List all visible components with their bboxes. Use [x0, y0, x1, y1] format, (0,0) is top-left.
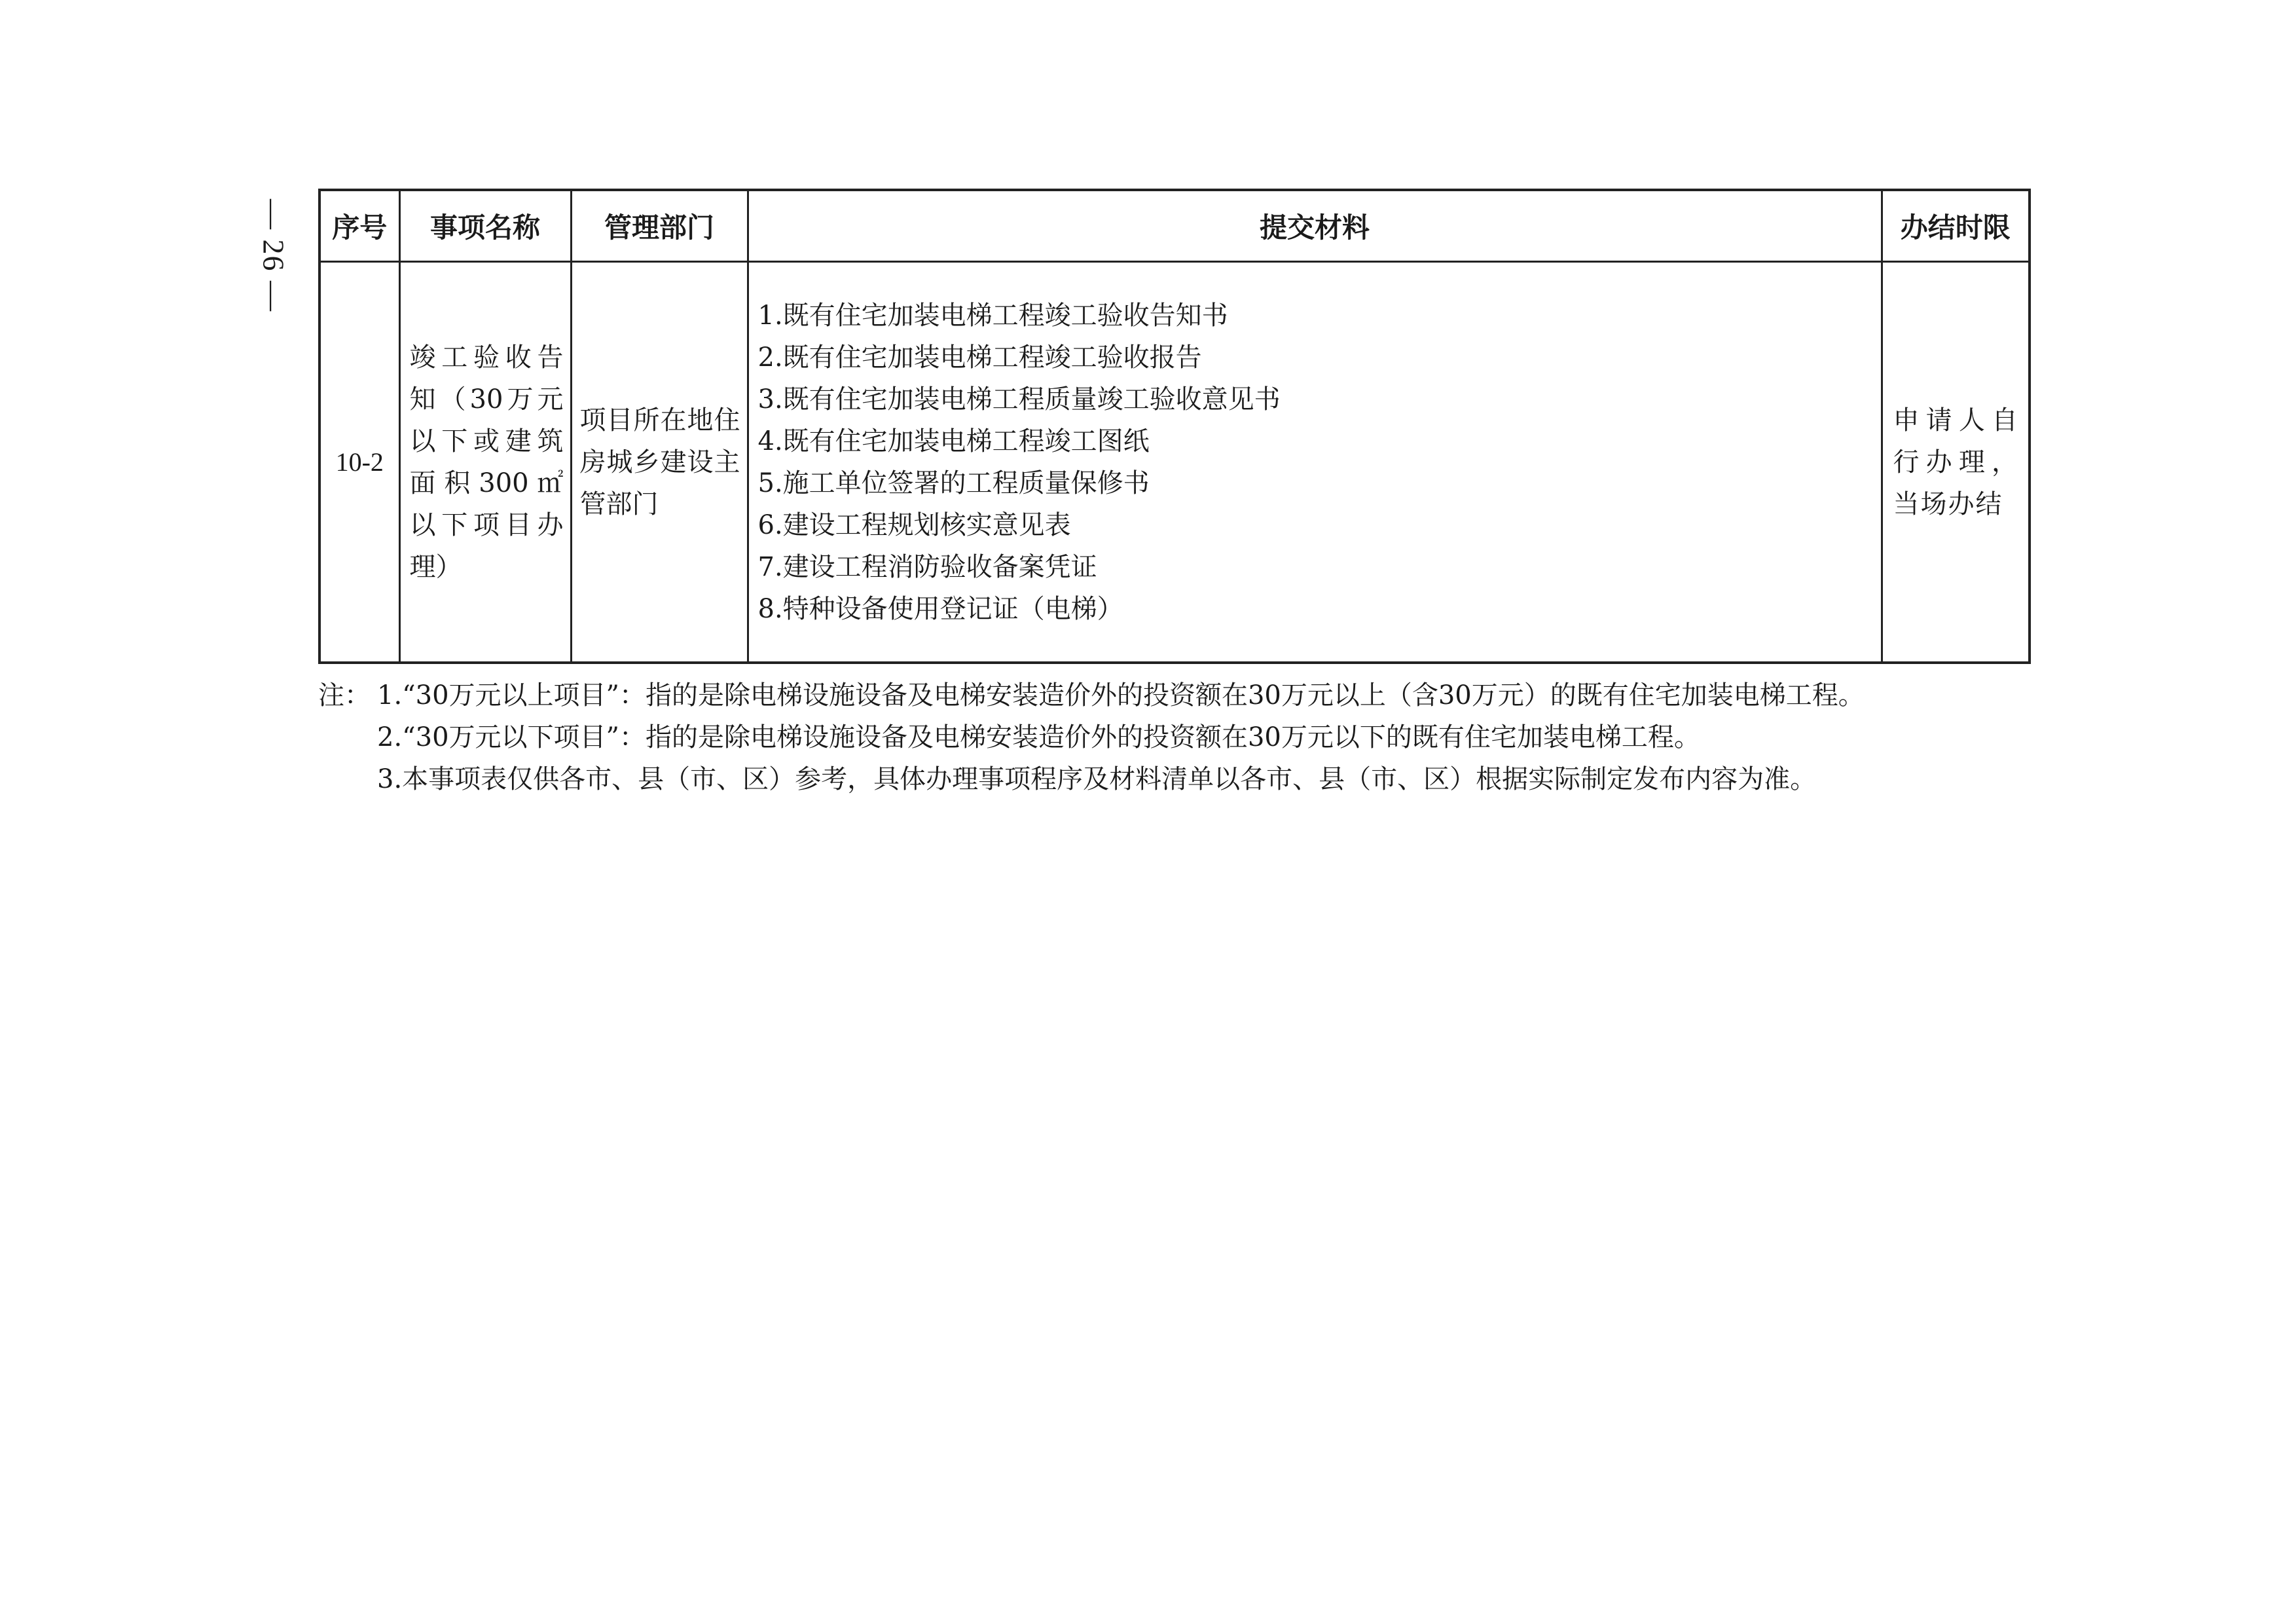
material-item: 8.特种设备使用登记证（电梯）	[757, 593, 1123, 624]
header-materials: 提交材料	[748, 190, 1882, 262]
material-item: 7.建设工程消防验收备案凭证	[757, 551, 1097, 582]
note-item	[318, 674, 2033, 716]
header-time-limit: 办结时限	[1882, 190, 2030, 262]
table-row	[319, 262, 2030, 663]
note-text: 2.“30万元以下项目”：指的是除电梯设施设备及电梯安装造价外的投资额在30万元以下的既有住宅加装电梯工程。	[377, 722, 1700, 752]
cell-department: 项目所在地住房城乡建设主管部门	[571, 262, 748, 663]
header-seq: 序号	[319, 190, 399, 262]
cell-seq: 10-2	[319, 262, 399, 663]
material-item: 4.既有住宅加装电梯工程竣工图纸	[757, 426, 1150, 456]
cell-item-name: 竣工验收告知（30万元以下或建筑面积300㎡以下项目办理）	[399, 262, 571, 663]
cell-materials	[748, 262, 1882, 663]
note-text: 3.本事项表仅供各市、县（市、区）参考，具体办理事项程序及材料清单以各市、县（市、区）根据实际制定发布内容为准。	[377, 764, 1817, 794]
cell-time-limit: 申请人自行办理，当场办结	[1882, 262, 2030, 663]
page-number: — 26 —	[257, 198, 291, 312]
material-item: 6.建设工程规划核实意见表	[757, 509, 1071, 540]
note-item	[318, 758, 2033, 800]
header-department: 管理部门	[571, 190, 748, 262]
note-text: 1.“30万元以上项目”：指的是除电梯设施设备及电梯安装造价外的投资额在30万元以上（含30万元）的既有住宅加装电梯工程。	[377, 680, 1865, 710]
material-item: 1.既有住宅加装电梯工程竣工验收告知书	[757, 300, 1228, 331]
notes-label: 注：	[318, 680, 371, 710]
material-item: 3.既有住宅加装电梯工程质量竣工验收意见书	[757, 384, 1281, 415]
material-item: 5.施工单位签署的工程质量保修书	[757, 468, 1150, 498]
note-item	[318, 716, 2033, 758]
notes-section	[318, 674, 2033, 800]
table-header-row	[319, 190, 2030, 262]
material-item: 2.既有住宅加装电梯工程竣工验收报告	[757, 342, 1202, 373]
matter-table	[318, 189, 2031, 664]
header-item-name: 事项名称	[399, 190, 571, 262]
